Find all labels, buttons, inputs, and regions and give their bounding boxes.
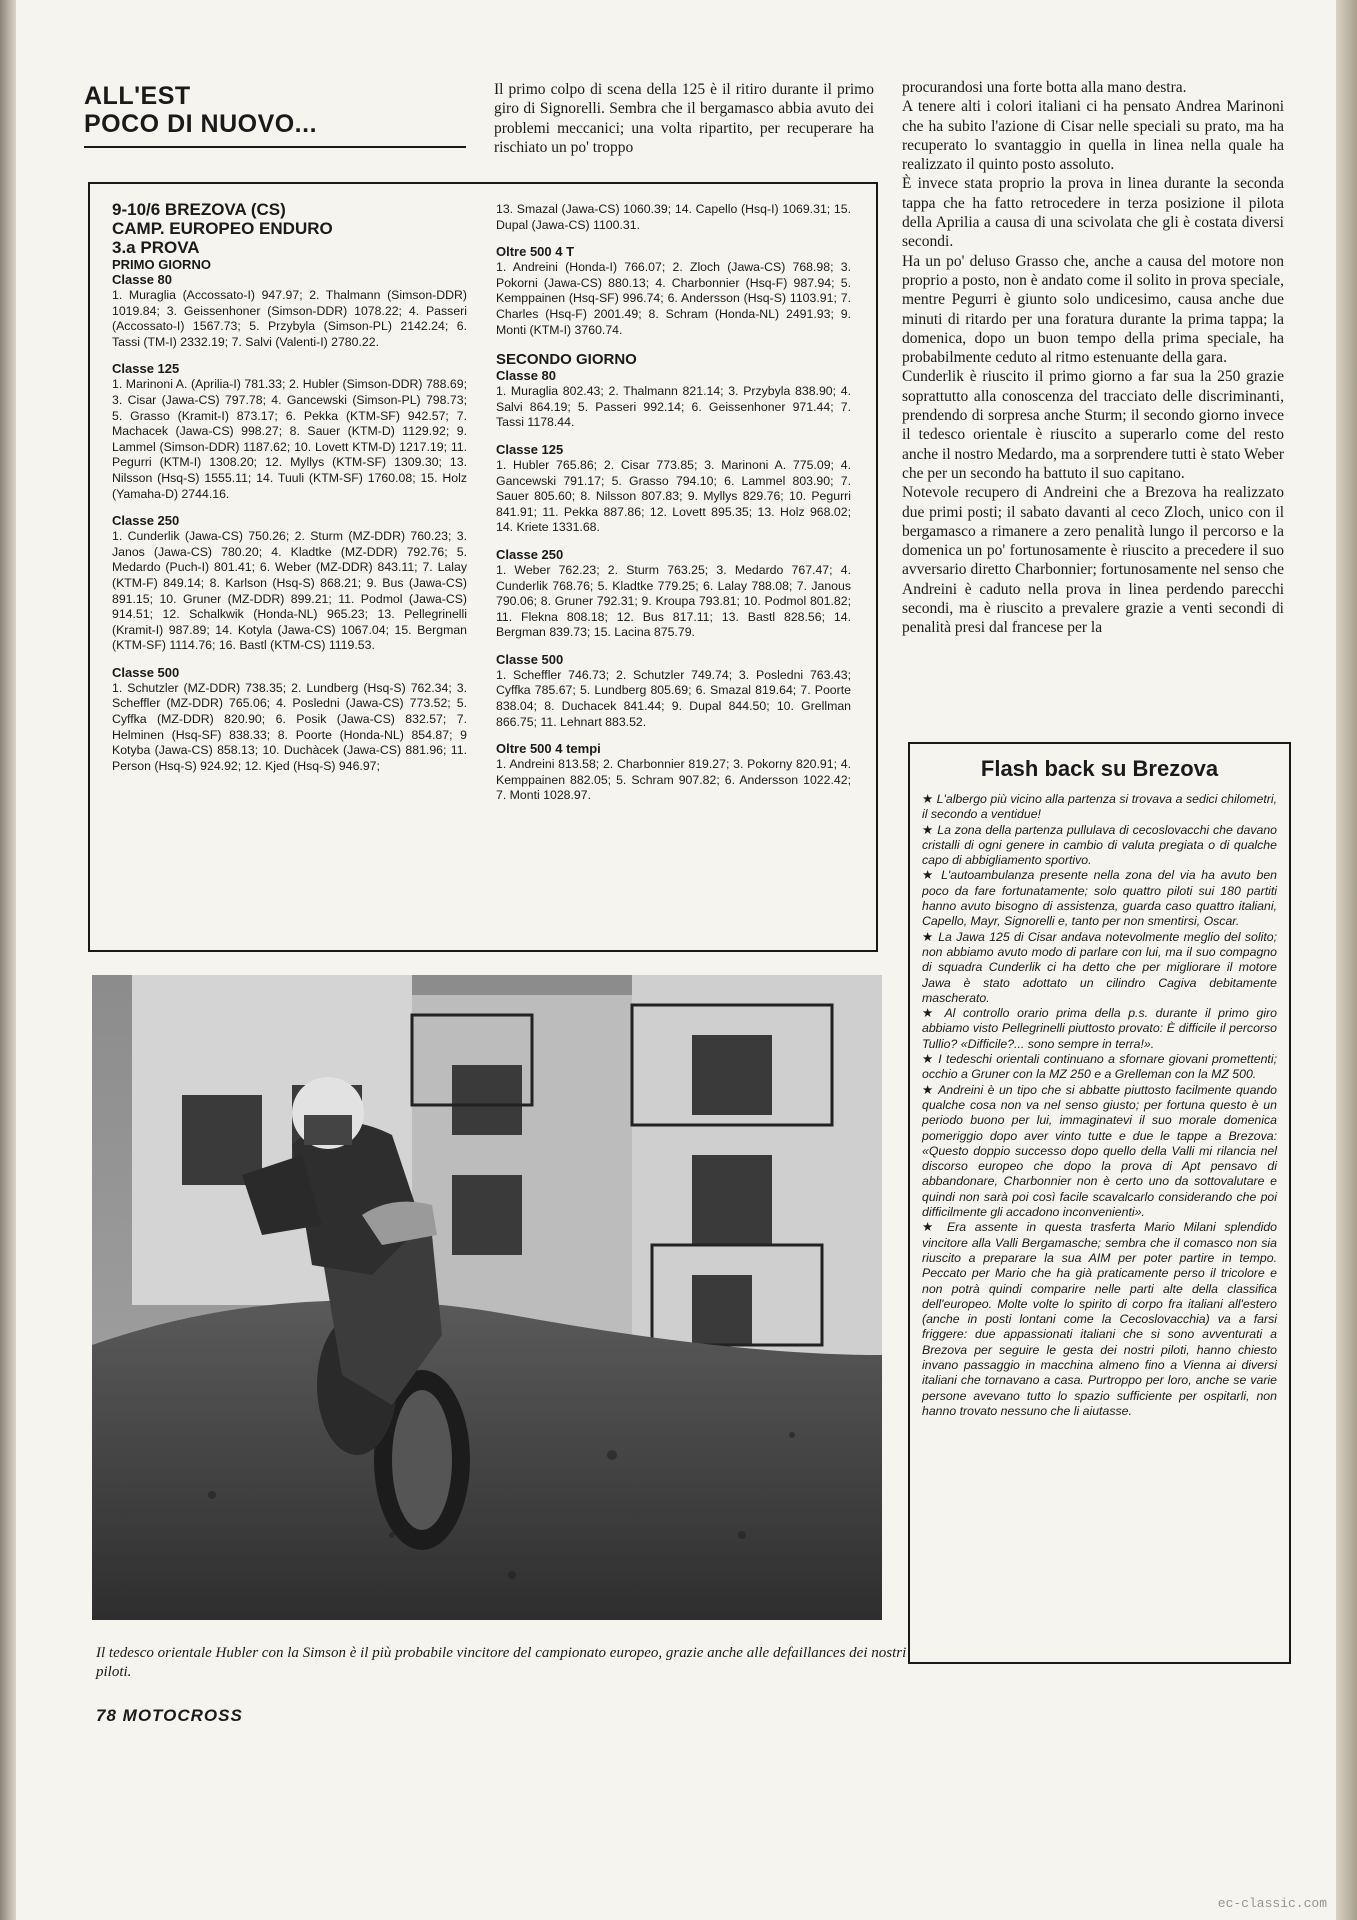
photo-caption: Il tedesco orientale Hubler con la Simson è il più probabile vincitore del campionato europeo, grazie anche alle defaillances dei nostri piloti. (96, 1645, 907, 1680)
rider-photo (92, 975, 882, 1620)
star-bullet-icon: ★ (922, 1220, 939, 1235)
class-title: Classe 250 (496, 546, 564, 562)
star-bullet-icon: ★ (922, 1082, 935, 1097)
headline-rule (84, 146, 466, 148)
results-column-left (112, 200, 467, 774)
star-bullet-icon: ★ (922, 1052, 934, 1067)
class-title: Oltre 500 4 T (496, 244, 575, 260)
flashback-item-text: La Jawa 125 di Cisar andava notevolmente meglio del solito; non abbiamo avuto modo di parlare con lui, ma il suo compagno di squadra Cunderlik ci ha detto che per migliorare il motore Jawa è stato adottato un cilindro Cagiva debitamente mascherato. (922, 929, 1277, 1005)
list-item (922, 1083, 1277, 1221)
list-item (922, 930, 1277, 1006)
right-column (902, 78, 1284, 638)
star-bullet-icon: ★ (922, 792, 934, 806)
class-results: 1. Hubler 765.86; 2. Cisar 773.85; 3. Marinoni A. 775.09; 4. Gancewski 791.17; 5. Grasso 794.10; 6. Lammel 803.90; 7. Sauer 805.60; 8. Nilsson 807.83; 9. Myllys 829.76; 10. Pegurri 841.91; 11. Pekka 887.86; 12. Lovett 895.35; 13. Holz 968.02; 14. Kriete 1331.68. (496, 457, 851, 535)
list-item (922, 1006, 1277, 1052)
results-column-right (496, 202, 851, 804)
headline-line-2: POCO DI NUOVO... (84, 110, 318, 138)
flashback-item-text: La zona della partenza pullulava di cecoslovacchi che davano cristalli di ogni genere in cambio di valuta pregiata o di qualche capo di abbigliamento sportivo. (922, 822, 1277, 868)
class-title: Classe 500 (496, 651, 564, 667)
photo-illustration (92, 975, 882, 1620)
day-title: PRIMO GIORNO (112, 257, 211, 272)
flashback-item-text: I tedeschi orientali continuano a sfornare giovani promettenti; occhio a Gruner con la MZ 250 e a Grelleman con la MZ 500. (922, 1052, 1277, 1082)
class-results: 1. Andreini 813.58; 2. Charbonnier 819.27; 3. Pokorny 820.91; 4. Kemppainen 882.05; 5. Schram 907.82; 6. Andersson 1022.42; 7. Monti 1028.97. (496, 757, 851, 803)
class-results: 13. Smazal (Jawa-CS) 1060.39; 14. Capello (Hsq-I) 1069.31; 15. Dupal (Jawa-CS) 1100.31. (496, 202, 851, 232)
class-results: 1. Scheffler 746.73; 2. Schutzler 749.74; 3. Posledni 763.43; Cyffka 785.67; 5. Lundberg 805.69; 6. Smazal 819.64; 7. Poorte 838.04; 8. Duchacek 841.44; 9. Dupal 844.50; 10. Grellman 866.75; 11. Lehnart 883.52. (496, 667, 851, 729)
flashback-item-text: Al controllo orario prima della p.s. durante il primo giro abbiamo visto Pellegrinelli piuttosto provato: È difficile il percorso Tullio? «Difficile?... sono sempre in terra!». (922, 1006, 1277, 1051)
class-title: Classe 250 (112, 513, 180, 529)
body-paragraph: A tenere alti i colori italiani ci ha pensato Andrea Marinoni che ha subito l'azione di Cisar nelle speciali su prato, ma ha recuperato lo svantaggio in quella in linea nella quale ha realizzato il quinto posto assoluto. (902, 98, 1284, 174)
class-results: 1. Weber 762.23; 2. Sturm 763.25; 3. Medardo 767.47; 4. Cunderlik 768.76; 5. Kladtke 779.25; 6. Lalay 788.08; 7. Janous 790.06; 8. Gruner 792.31; 9. Kroupa 793.81; 10. Podmol 801.82; 11. Flekna 808.18; 12. Bus 817.11; 13. Bastl 828.56; 14. Bergman 839.73; 15. Lacina 875.79. (496, 562, 851, 640)
page-spine (0, 0, 16, 1920)
flashback-item-text: Era assente in questa trasferta Mario Milani splendido vincitore alla Valli Bergamasche; sembra che il comasco non sia riuscito a preparare la sua AIM per poter partire in tempo. Peccato per Mario che ha già praticamente perso il tricolore e non potrà quindi comparire nelle parti alte della classifica dell'europeo. Molte volte lo spirito di corpo fra italiani all'estero (anche in posti lontani come la Cecoslovacchia) va a farsi friggere: due appassionati italiani che si sono avventurati a Brezova per seguire le gesta dei nostri piloti, hanno chiesto invano passaggio in macchina almeno fino a Vienna ai diversi italiani che tornavano a casa. Purtroppo per loro, anche se varie persone avevano tutto lo spazio sufficiente per ospitarli, non hanno trovato nessuno che li aiutasse. (922, 1220, 1277, 1418)
list-item (922, 823, 1277, 869)
body-paragraph: procurandosi una forte botta alla mano destra. (902, 79, 1187, 96)
class-title: Classe 80 (496, 368, 556, 384)
class-results: 1. Muraglia 802.43; 2. Thalmann 821.14; 3. Przybyla 838.90; 4. Salvi 864.19; 5. Passeri 992.14; 6. Geissenhoner 971.44; 7. Tassi 1178.44. (496, 384, 851, 430)
results-box (88, 182, 878, 952)
class-results: 1. Muraglia (Accossato-I) 947.97; 2. Thalmann (Simson-DDR) 1019.84; 3. Geissenhoner (Simson-DDR) 1078.22; 4. Passeri (Accossato-I) 1567.73; 5. Przybyla (Simson-PL) 2142.24; 6. Tassi (TM-I) 2332.19; 7. Salvi (Valenti-I) 2780.22. (112, 288, 467, 349)
class-title: Classe 500 (112, 664, 180, 680)
magazine-logo: MOTOCROSS (122, 1706, 243, 1725)
article-headline (84, 82, 464, 138)
page-footer (96, 1706, 243, 1726)
class-title: Oltre 500 4 tempi (496, 741, 601, 757)
intro-paragraph: Il primo colpo di scena della 125 è il ritiro durante il primo giro di Signorelli. Sembra che il bergamasco abbia avuto dei problemi meccanici; una volta ripartito, per recuperare ha rischiato un po' troppo (494, 81, 874, 156)
class-title: Classe 125 (112, 361, 180, 377)
watermark: ec-classic.com (1217, 1896, 1327, 1911)
day-title: SECONDO GIORNO (496, 351, 637, 369)
flashback-list (922, 792, 1277, 1419)
star-bullet-icon: ★ (922, 868, 936, 883)
intro-column (494, 80, 874, 157)
class-results: 1. Cunderlik (Jawa-CS) 750.26; 2. Sturm (MZ-DDR) 760.23; 3. Janos (Jawa-CS) 780.20; 4. Kladtke (MZ-DDR) 792.76; 5. Medardo (Puch-I) 801.41; 6. Weber (MZ-DDR) 843.11; 7. Lalay (KTM-F) 849.14; 8. Karlson (Hsq-S) 868.21; 9. Bus (Jawa-CS) 891.15; 10. Gruner (MZ-DDR) 899.21; 11. Podmol (Jawa-CS) 914.51; 12. Schalkwik (Honda-NL) 965.23; 13. Pellegrinelli (Kramit-I) 987.89; 14. Kotyla (Jawa-CS) 1067.04; 15. Bergman (KTM-SF) 1114.76; 16. Bastl (KTM-CS) 1119.53. (112, 529, 467, 653)
flashback-title: Flash back su Brezova (980, 756, 1219, 781)
event-championship: CAMP. EUROPEO ENDURO (112, 219, 333, 238)
flashback-item-text: Andreini è un tipo che si abbatte piuttosto facilmente quando qualche cosa non va nel senso giusto; per fortuna questo è un periodo buono per lui, immaginatevi il suo morale domenica pomeriggio dopo aver vinto tutte e due le tappe a Brezova: «Questo doppio successo dopo quello della Valli mi rilancia nel discorso europeo che dopo la prova di Apt pensavo di abbandonare, Charbonnier non è certo uno da sottovalutare e quindi non sarà poi così facile scavalcarlo considerando che poi difficilmente gli accadono inconvenienti». (922, 1082, 1277, 1220)
event-title: 9-10/6 BREZOVA (CS) (112, 200, 286, 219)
list-item (922, 868, 1277, 929)
event-round: 3.a PROVA (112, 238, 200, 257)
star-bullet-icon: ★ (922, 822, 934, 837)
flashback-item-text: L'autoambulanza presente nella zona del via ha avuto ben poco da fare fortunatamente; solo quattro piloti sui 180 partiti hanno avuto bisogno di assistenza, guarda caso quattro italiani, Capello, Mayr, Signorelli e, tanto per non smentirsi, Oscar. (922, 868, 1278, 929)
class-results: 1. Andreini (Honda-I) 766.07; 2. Zloch (Jawa-CS) 768.98; 3. Pokorni (Jawa-CS) 880.13; 4. Charbonnier (Hsq-F) 987.94; 5. Kemppainen (Hsq-SF) 996.74; 6. Andersson (Hsq-S) 1103.91; 7. Charles (Hsq-F) 2001.49; 8. Schram (Honda-NL) 2491.93; 9. Monti (KTM-I) 3760.74. (496, 260, 851, 337)
star-bullet-icon: ★ (922, 929, 934, 944)
body-paragraph: Notevole recupero di Andreini che a Brezova ha realizzato due primi posti; il sabato davanti al ceco Zloch, unico con il bergamasco a rimanere a zero penalità lungo il percorso e la domenica un po' fortunosamente è riuscito a precedere il suo avversario diretto Charbonnier; fortunosamente nel senso che Andreini è caduto nella prova in linea perdendo parecchi secondi, ma è riuscito a prevalere grazie a venti secondi di penalità presi dal francese per la (902, 484, 1284, 637)
page-number: 78 (96, 1706, 117, 1725)
star-bullet-icon: ★ (922, 1006, 938, 1021)
class-title: Classe 80 (112, 272, 172, 287)
body-paragraph: Cunderlik è riuscito il primo giorno a far sua la 250 grazie soprattutto alla conoscenza del tracciato delle discriminanti, prendendo di sorpresa anche Sturm; il secondo giorno invece il tedesco orientale è riuscito a superarlo come del resto anche il nostro Medardo, ma a sorprendere tutti è stato Weber che per un secondo ha battuto il suo capitano. (902, 368, 1284, 482)
class-title: Classe 125 (496, 441, 564, 457)
list-item (922, 1052, 1277, 1083)
headline-line-1: ALL'EST (84, 82, 191, 110)
page-edge (1336, 0, 1357, 1920)
body-paragraph: È invece stata proprio la prova in linea durante la seconda tappa che ha fatto retrocedere in terza posizione il pilota della Aprilia a causa di una scivolata che gli è costata diversi secondi. (902, 175, 1284, 251)
class-results: 1. Marinoni A. (Aprilia-I) 781.33; 2. Hubler (Simson-DDR) 788.69; 3. Cisar (Jawa-CS) 797.78; 4. Gancewski (Simson-PL) 798.73; 5. Grasso (Kramit-I) 873.17; 6. Pekka (KTM-SF) 942.57; 7. Machacek (Jawa-CS) 998.27; 8. Sauer (KTM-D) 1129.92; 9. Lammel (Simson-DDR) 1187.62; 10. Lovett KTM-D) 1217.19; 11. Pegurri (KTM-I) 1308.20; 12. Myllys (KTM-SF) 1309.30; 13. Nilsson (Hsq-S) 1555.11; 14. Tuuli (KTM-SF) 1760.08; 15. Holz (Yamaha-D) 2744.16. (112, 377, 467, 501)
list-item (922, 792, 1277, 823)
flashback-box (908, 742, 1291, 1664)
flashback-item-text: L'albergo più vicino alla partenza si trovava a sedici chilometri, il secondo a ventidue! (922, 792, 1277, 822)
class-results: 1. Schutzler (MZ-DDR) 738.35; 2. Lundberg (Hsq-S) 762.34; 3. Scheffler (MZ-DDR) 765.06; 4. Posledni (Jawa-CS) 773.52; 5. Cyffka (MZ-DDR) 820.90; 6. Posik (Jawa-CS) 832.57; 7. Helminen (Hsq-SF) 838.33; 8. Poorte (Honda-NL) 854.87; 9 Kotyba (Jawa-CS) 858.13; 10. Duchàcek (Jawa-CS) 881.96; 11. Person (Hsq-S) 924.92; 12. Kjed (Hsq-S) 946.97; (112, 680, 467, 773)
body-paragraph: Ha un po' deluso Grasso che, anche a causa del motore non proprio a posto, non è andato come il solito in prova speciale, mentre Pegurri è giunto solo undicesimo, causa anche due minuti di ritardo per una foratura durante la prima tappa; la domenica, dopo un buon tempo della prima speciale, ha probabilmente ceduto al ritmo estenuante della gara. (902, 252, 1284, 367)
list-item (922, 1220, 1277, 1419)
